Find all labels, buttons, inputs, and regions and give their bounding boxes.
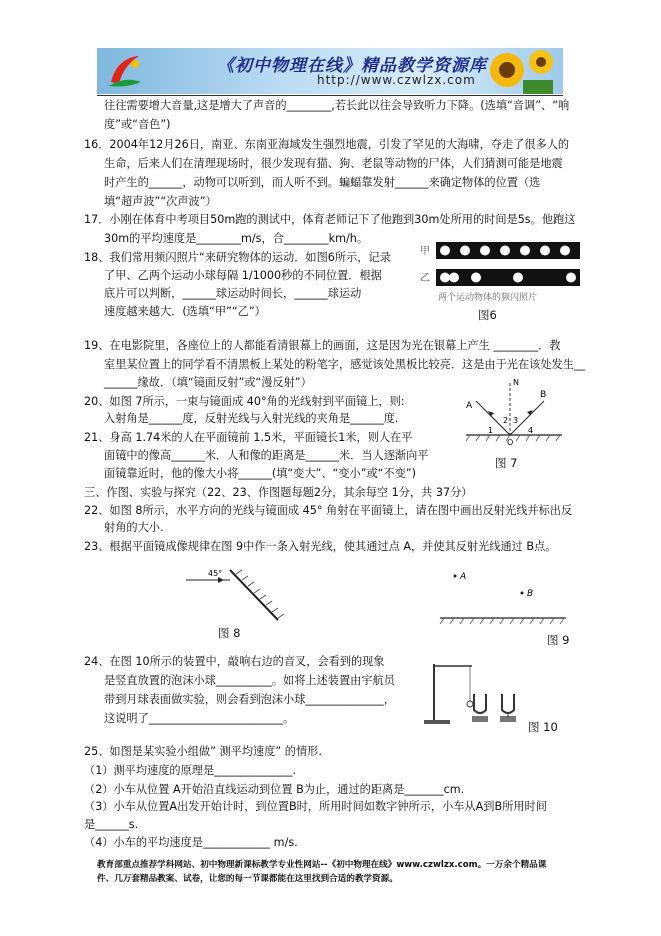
text-line: 面镜靠近时，他的像大小将______(填“变大”、“变小”或“不变”) (104, 467, 417, 480)
fig6-ball (480, 246, 490, 256)
fig7-label-B: B (540, 390, 547, 400)
text-line: 底片可以判断，______球运动时间长，______球运动 (104, 287, 362, 300)
fig9-point-A (454, 575, 457, 578)
question-24: 24、在图 10所示的装置中，敲响右边的音叉，会看到的现象 (84, 655, 385, 668)
fig6-ball (460, 246, 470, 256)
fig7-label-N: N (513, 378, 519, 387)
fig6-row1-label: 甲 (420, 246, 430, 257)
text-line: 射角的大小. (104, 521, 164, 534)
fig7-label: 图 7 (495, 456, 518, 470)
figure-8 (178, 566, 288, 626)
text-line: 速度越来越大．(选填“甲”“乙”） (104, 305, 266, 318)
fig7-angle-1: 1 (488, 426, 494, 435)
fig10-label: 图 10 (528, 720, 558, 734)
fig6-ball (500, 246, 510, 256)
fig10-foam-ball (467, 701, 473, 707)
question-23: 23、根据平面镜成像规律在图 9中作一条入射光线，使其通过点 A，并使其反射光线通过 B点。 (84, 540, 557, 553)
fig7-label-A: A (466, 401, 473, 411)
question-19: 19、在电影院里，各座位上的人都能看清银幕上的画面，这是因为光在银幕上产生 ________．教 (84, 339, 561, 352)
fig6-row2-label: 乙 (420, 273, 430, 284)
fig6-ball (440, 273, 450, 283)
question-22: 22、如图 8所示，水平方向的光线与镜面成 45° 角射在平面镜上，请在图中画出反射光线并标出反 (84, 504, 573, 517)
text-line: 这说明了________________________。 (104, 712, 295, 725)
fig9-label: 图 9 (547, 633, 570, 647)
text-line: （3）小车从位置A出发开始计时，到位置B时，所用时间如数字钟所示，小车从A到B所用时间 (84, 800, 547, 813)
fig6-ball (566, 273, 576, 283)
fig8-angle-label: 45° (208, 569, 223, 578)
text-line: 入射角是______度，反射光线与入射光线的夹角是______度. (104, 412, 399, 425)
text-line: 度”或“音色”) (104, 118, 171, 131)
figure-7 (458, 375, 568, 445)
text-line: （4）小车的平均速度是____________ m/s. (84, 836, 298, 849)
text-line: 室里某位置上的同学看不清黑板上某处的粉笔字，感觉该处黑板比较亮．这是由于光在该处发生__ (104, 358, 586, 371)
header-banner (97, 48, 563, 94)
figure-10 (420, 658, 530, 728)
text-line: （1）测平均速度的原理是______________. (84, 764, 297, 777)
fig9-label-A: A (460, 572, 467, 582)
question-17: 17．小刚在体育中考项目50m跑的测试中，体育老师记下了他跑到30m处所用的时间是5s。他跑这 (84, 213, 576, 226)
question-21: 21、身高 1.74米的人在平面镜前 1.5米，平面镜长1米，则人在平 (84, 431, 413, 444)
text-line: ______缘故．（填“镜面反射”或“漫反射”） (104, 376, 312, 389)
fig6-ball (540, 246, 550, 256)
fig8-label: 图 8 (218, 626, 241, 640)
text-line: 生命，后来人们在清理现场时，很少发现有猫、狗、老鼠等动物的尸体，人们猜测可能是地震 (104, 157, 563, 170)
fig6-ball (449, 273, 459, 283)
fig6-ball (520, 246, 530, 256)
footer-line-1: 教育部重点推荐学科网站、初中物理新课标教学专业性网站--《初中物理在线》www.czwlzx.com。一万余个精品课 (97, 860, 547, 870)
question-18: 18、我们常用频闪照片“来研究物体的运动．如图6所示，记录 (84, 251, 391, 264)
fig7-label-O: O (507, 438, 514, 445)
question-16: 16．2004年12月26日，南亚、东南亚海域发生强烈地震，引发了罕见的大海啸，夺走了很多人的 (84, 138, 570, 151)
fig6-label: 图6 (478, 308, 497, 322)
fig9-point-B (521, 592, 524, 595)
header-url[interactable]: http://www.czwlzx.com (317, 73, 476, 87)
fig7-angle-4: 4 (528, 426, 534, 435)
text-line: （2）小车从位置 A开始沿直线运动到位置 B为止，通过的距离是_______cm. (84, 783, 465, 796)
fig6-ball (560, 246, 570, 256)
figure-6 (418, 238, 583, 318)
header-title: 《初中物理在线》精品教学资源库 (217, 56, 487, 76)
footer-line-2: 件、几万套精品教案、试卷，让您的每一节课都能在这里找到合适的教学资源。 (97, 874, 398, 884)
text-line: 带到月球表面做实验，则会看到泡沫小球______________， (104, 693, 395, 706)
figure-9 (438, 566, 568, 626)
question-20: 20、如图 7所示，一束与镜面成 40°角的光线射到平面镜上，则: (84, 395, 405, 408)
text-line: 时产生的______，动物可以听到，而人听不到。蝙蝠靠发射______来确定物体的位置（选 (104, 176, 541, 189)
fig7-angle-3: 3 (513, 416, 519, 425)
fig6-ball (513, 273, 523, 283)
text-line: 面镜中的像高______米．人和像的距离是______米．当人逐渐向平 (104, 449, 429, 462)
header-rule (97, 95, 563, 96)
question-25: 25、如图是某实验小组做” 测平均速度” 的情形. (84, 745, 322, 758)
fig9-label-B: B (527, 589, 534, 599)
section-3-title: 三、作图、实验与探究（22、23、作图题每题2分，其余每空 1分，共 37分） (84, 486, 473, 499)
text-line: 是______s. (84, 818, 139, 831)
fig6-ball (471, 273, 481, 283)
site-logo-icon (105, 52, 145, 90)
text-line: 是竖直放置的泡沫小球__________。如将上述装置由宇航员 (104, 674, 395, 687)
text-line: 了甲、乙两个运动小球每隔 1/1000秒的不同位置．根据 (104, 269, 382, 282)
text-line: 30m的平均速度是________m/s，合________km/h。 (104, 232, 369, 245)
fig6-ball (440, 246, 450, 256)
fig7-angle-2: 2 (503, 416, 509, 425)
sunflower-icon (479, 48, 557, 94)
text-line: 往往需要增大音量,这是增大了声音的________,若长此以往会导致听力下降。(选填“音调”、“响 (104, 99, 570, 112)
text-line: 填“超声波”“次声波”） (104, 195, 217, 208)
fig6-caption: 两个运动物体的频闪照片 (438, 293, 538, 303)
